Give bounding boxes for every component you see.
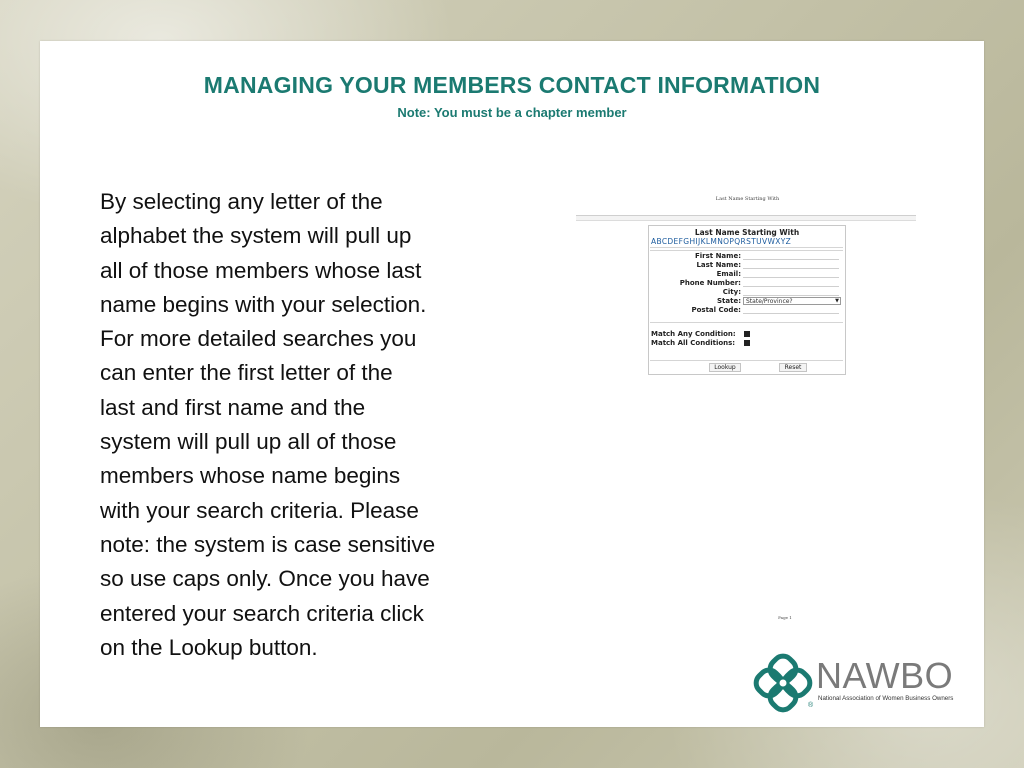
slide-subtitle: Note: You must be a chapter member	[397, 105, 627, 120]
nawbo-knot-icon	[752, 652, 814, 714]
phone-number-input[interactable]	[743, 280, 839, 287]
field-label: City:	[722, 288, 741, 296]
match-all-row	[649, 339, 845, 348]
field-first-name	[649, 252, 845, 261]
page-number: Page 1	[778, 615, 792, 620]
slide-panel	[40, 41, 984, 727]
condition-label: Match All Conditions:	[651, 339, 736, 347]
form-divider	[650, 322, 843, 323]
embed-divider	[576, 215, 916, 221]
field-label: Postal Code:	[691, 306, 741, 314]
lookup-form	[648, 225, 846, 375]
state-select[interactable]	[743, 297, 841, 305]
field-postal-code	[649, 306, 845, 315]
match-any-checkbox[interactable]	[744, 331, 750, 337]
field-label: State:	[716, 297, 741, 305]
body-paragraph: By selecting any letter of the alphabet the system will pull up all of those members whose last name begins with your selection. For more detailed searches you can enter the first letter of the last and first name and the system will pull up all of those members whose name begins with your search criteria. Please note: the system is case sensitive so use caps only. Once you have entered your search criteria click on the Lookup button.	[100, 189, 436, 660]
field-email	[649, 270, 845, 279]
lookup-button[interactable]: Lookup	[709, 363, 741, 372]
city-input[interactable]	[743, 289, 839, 296]
reset-button[interactable]: Reset	[779, 363, 807, 372]
form-heading: Last Name Starting With	[694, 228, 800, 237]
form-divider	[650, 247, 843, 248]
state-select-value: State/Province?	[746, 298, 793, 305]
first-name-input[interactable]	[743, 253, 839, 260]
last-name-input[interactable]	[743, 262, 839, 269]
nawbo-logo	[752, 652, 952, 716]
logo-wordmark: NAWBO	[816, 655, 954, 696]
field-state	[649, 297, 845, 306]
field-label: Email:	[716, 270, 741, 278]
condition-label: Match Any Condition:	[651, 330, 736, 338]
form-divider	[650, 250, 843, 251]
match-all-checkbox[interactable]	[744, 340, 750, 346]
field-label: Phone Number:	[679, 279, 741, 287]
field-last-name	[649, 261, 845, 270]
alphabet-links[interactable]: ABCDEFGHIJKLMNOPQRSTUVWXYZ	[651, 237, 792, 246]
slide-title: MANAGING YOUR MEMBERS CONTACT INFORMATION	[203, 72, 821, 98]
postal-code-input[interactable]	[743, 307, 839, 314]
field-phone-number	[649, 279, 845, 288]
email-input[interactable]	[743, 271, 839, 278]
chevron-down-icon: ▼	[835, 298, 839, 304]
field-label: Last Name:	[696, 261, 741, 269]
form-divider	[650, 360, 843, 361]
match-any-row	[649, 330, 845, 339]
field-label: First Name:	[694, 252, 741, 260]
logo-subtitle: National Association of Women Business Owners	[818, 695, 954, 702]
embed-caption: Last Name Starting With	[715, 196, 780, 202]
field-city	[649, 288, 845, 297]
embedded-form-screenshot	[575, 191, 920, 620]
registered-mark: ®	[808, 702, 814, 709]
